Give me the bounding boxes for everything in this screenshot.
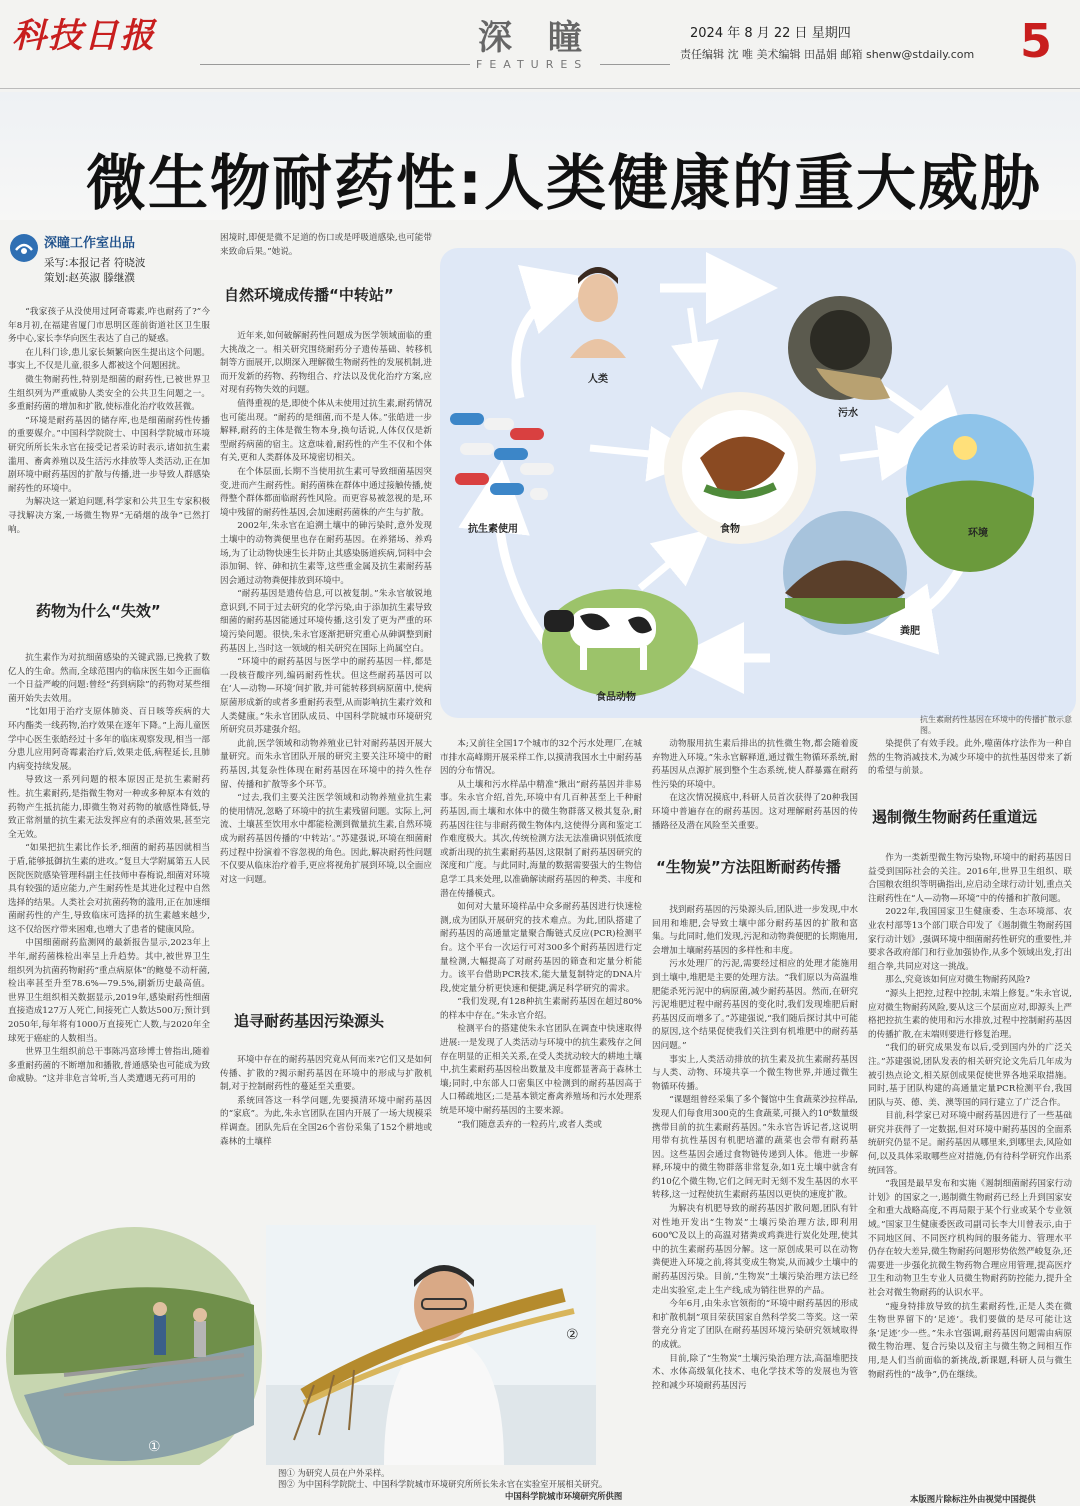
editor-credits: 责任编辑 沈 唯 美术编辑 田晶娟 邮箱 shenw@stdaily.com: [680, 48, 975, 61]
paragraph: 环境中存在的耐药基因究竟从何而来?它们又是如何传播、扩散的?揭示耐药基因在环境中的形成与扩散机制,对于控制耐药性的蔓延至关重要。: [220, 1055, 432, 1093]
paragraph: 微生物耐药性,特别是细菌的耐药性,已被世界卫生组织列为严重威胁人类安全的公共卫生问题之一。多重耐药菌的增加和扩散,使标准化治疗收效甚微。: [8, 374, 210, 413]
column-1b-text: [8, 652, 210, 1217]
paragraph: 2022年,我国国家卫生健康委、生态环境部、农业农村部等13个部门联合印发了《遏制微生物耐药国家行动计划》,强调环境中细菌耐药性研究的重要性,并要求各政府部门和行业加强协作,从多个领域出发,打出组合拳,共同应对这一挑战。: [868, 907, 1072, 972]
resistance-spread-diagram: [440, 248, 1076, 718]
paragraph: “源头上把控,过程中控制,末端上修复。”朱永官说,应对微生物耐药风险,要从这三个层面应对,即源头上严格把控抗生素的使用和污水排放,过程中控制耐药基因的传播扩散,在末端则要进行修复治理。: [868, 988, 1072, 1040]
paragraph: 本;又前往全国17个城市的32个污水处理厂,在城市排水高峰期开展采样工作,以摸清我国水土中耐药基因的分布情况。: [440, 739, 642, 777]
reporter-byline: 采写:本报记者 符晓波: [44, 257, 146, 269]
paragraph: “环境中的耐药基因与医学中的耐药基因一样,都是一段核苷酸序列,编码耐药性状。但这些耐药基因可以在‘人—动物—环境’间扩散,并可能转移到病原菌中,使病原菌形成新的或者多重耐药表型,从而影响抗生素疗效和人类健康。”朱永官团队成员、中国科学院城市环境研究所研究员苏建强介绍。: [220, 657, 432, 736]
paragraph: “我家孩子从没使用过阿奇霉素,咋也耐药了?”今年8月初,在福建省厦门市思明区莲前街道社区卫生服务中心,家长李华向医生表达了自己的疑惑。: [8, 307, 210, 345]
paragraph: 在个体层面,长期不当使用抗生素可导致细菌基因突变,进而产生耐药性。耐药菌株在群体中通过接触传播,使得整个群体都面临耐药性风险。而更容易被忽视的是,环境中残留的耐药性基因,会加速耐药菌株的产生与扩散。: [220, 466, 432, 518]
paragraph: “环境是耐药基因的储存库,也是细菌耐药性传播的重要媒介。”中国科学院院士、中国科学院城市环境研究所所长朱永官在接受记者采访时表示,诸如抗生素滥用、畜禽养殖以及生活污水排放等人类活动,正在加剧环境中耐药基因的扩散与传播,进一步导致人群感染耐药性的环境中。: [8, 415, 210, 494]
photo-2-badge: ②: [566, 1327, 579, 1343]
paragraph: “我们随意丢弃的一粒药片,或者人类或: [457, 1119, 602, 1130]
diagram-caption: 抗生素耐药性基因在环境中的传播扩散示意图。: [920, 715, 1072, 735]
paragraph: 抗生素作为对抗细菌感染的关键武器,已挽救了数亿人的生命。然而,全球范围内的临床医生如今正面临一个日益严峻的问题:曾经“药到病除”的药物对某些细菌开始失去效用。: [8, 653, 210, 704]
section-heading-5: 遏制微生物耐药任重道远: [872, 808, 1038, 826]
paragraph: 从土壤和污水样品中精准“揪出”耐药基因并非易事。朱永官介绍,首先,环境中有几百种甚至上千种耐药基因,而土壤和水体中的微生物群落又极其复杂,耐药基因往往与非耐药微生物体内,这使得分离和鉴定工作难度极大。其次,传统检测方法无法准确识别低浓度或新出现的抗生素耐药基因,这限制了耐药基因研究的深度和广度。与此同时,海量的数据需要强大的生物信息学工具来处理,以准确解读耐药基因的种类、丰度和潜在传播模式。: [440, 779, 642, 899]
paragraph: 事实上,人类活动排放的抗生素及抗生素耐药基因与人类、动物、环境共享一个微生物世界,并通过微生物循环传播。: [652, 1054, 858, 1092]
paragraph: 为解决这一紧迫问题,科学家和公共卫生专家积极寻找解决方案,一场微生物界“无硝烟的战争”已然打响。: [8, 497, 210, 535]
node-label-food-animals: 食品动物: [596, 692, 636, 703]
paragraph: 找到耐药基因的污染源头后,团队进一步发现,中水回用和堆肥,会导致土壤中部分耐药基因的扩散和富集。与此同时,他们发现,污泥和动物粪便肥的长期施用,会增加土壤耐药基因的多样性和丰度。: [652, 905, 858, 956]
section-title: 深 瞳: [478, 18, 594, 58]
paragraph: 如何对大量环境样品中众多耐药基因进行快速检测,成为团队开展研究的技术难点。为此,团队搭建了耐药基因的高通量定量聚合酶链式反应(PCR)检测平台。这个平台一次运行可对300多个耐药基因进行定量检测,大幅提高了对耐药基因的筛查和定量分析能力。该平台借助PCR技术,能大量复制特定的DNA片段,使定量分析更快速和便捷,满足科学研究的需求。: [440, 902, 642, 994]
photo-collage: [4, 1225, 664, 1495]
node-label-human: 人类: [588, 374, 608, 385]
column-1-text: [8, 306, 210, 578]
paragraph: 在这次情况摸底中,科研人员首次获得了20种我国环境中普遍存在的耐药基因。这对理解耐药基因的传播路径及潜在风险至关重要。: [652, 793, 858, 831]
newspaper-logo: 科技日报: [12, 16, 156, 56]
planner-byline: 策划:赵英淑 滕继濮: [44, 272, 135, 284]
paragraph: “我们的研究成果发布以后,受到国内外的广泛关注。”苏建强说,团队发表的相关研究论文先后几年成为被引热点论文,相关原创成果促使世界各地采取措施。同时,基于团队构建的高通量定量PCR检测平台,我国团队与英、德、美、澳等国的同行建立了广泛合作。: [868, 1043, 1072, 1108]
studio-name: 深瞳工作室出品: [44, 236, 136, 251]
paragraph: 近年来,如何破解耐药性问题成为医学领域面临的重大挑战之一。相关研究围绕耐药分子遗传基础、转移机制等方面展开,以期深入理解微生物耐药性的发展机制,进而开发新的药物、药物组合、疗法以及优化治疗方案,应对现有药物失效的问题。: [220, 331, 432, 396]
photo-outdoor-sampling: [6, 1227, 262, 1465]
paragraph: 污水处理厂的污泥,需要经过相应的处理才能施用到土壤中,堆肥是主要的处理方法。“我们原以为高温堆肥能杀死污泥中的病原菌,减少耐药基因。然而,在研究污泥堆肥过程中耐药基因的变化时,我们发现堆肥后耐药基因反而增多了。”苏建强说,“我们随后探讨其中可能的原因,这个结果促使我们关注到有机堆肥中的耐药基因问题。”: [652, 959, 858, 1051]
paragraph: 在儿科门诊,患儿家长频繁向医生提出这个问题。事实上,不仅是儿童,很多人都被这个问题困扰。: [8, 347, 210, 372]
food-illustration: [664, 392, 816, 544]
paragraph: 2002年,朱永官在追溯土壤中的砷污染时,意外发现土壤中的动物粪便里也存在耐药基因。在养猪场、养鸡场,为了让动物快速生长并防止其感染肠道疾病,饲料中会添加铜、锌、砷和抗生素等,这些重金属及抗生素耐药基因会通过动物粪便排放到环境中。: [220, 521, 432, 586]
paragraph: “耐药基因是遗传信息,可以被复制。”朱永官敏锐地意识到,不同于过去研究的化学污染,由于添加抗生素导致细菌的耐药基因能通过环境传播,这引发了更为严重的环境污染问题。很快,朱永官逐渐把研究重心从砷调整到耐药基因上,当时这一领域的相关研究在国际上尚属空白。: [220, 589, 432, 654]
page-number: 5: [1020, 14, 1053, 68]
section-subtitle: FEATURES: [476, 58, 589, 71]
header-rule-left: [200, 64, 470, 65]
node-label-antibiotic-use: 抗生素使用: [468, 524, 518, 535]
section-heading-2: 自然环境成传播“中转站”: [224, 286, 394, 304]
photo-credit: 中国科学院城市环境研究所供图: [505, 1491, 623, 1501]
paragraph: 中国细菌耐药监测网的最新报告显示,2023年上半年,耐药菌株检出率呈上升趋势。其中,被世界卫生组织列为抗菌药物耐药“重点病原体”的鲍曼不动杆菌,检出率甚至升至78.6%—79.5%,刷新历史最高值。世界卫生组织相关数据显示,2019年,感染耐药性细菌直接造成127万人死亡,间接死亡人数达500万;预计到2050年,每年将有1000万直接死亡人数,与2020年全球死于癌症的人数相当。: [8, 938, 210, 1044]
paragraph: “瘦身特排放导致的抗生素耐药性,正是人类在微生物世界留下的‘足迹’。我们要做的是尽可能让这条‘足迹’少一些。”朱永官强调,耐药基因问题需由病原微生物治理、复合污染以及宿主与微生物之间相互作用,是人们当前面临的新挑战,新课题,科研人员与微生物耐药性的“战争”,仍在继续。: [868, 1301, 1072, 1380]
paragraph: “如果把抗生素比作长矛,细菌的耐药基因就相当于盾,能够抵御抗生素的进攻。”复旦大学附属第五人民医院医院感染管理科副主任技师申春梅说,细菌对环境具有较强的适应能力,产生耐药性是其进化过程中自然选择的结果。人类社会对抗菌药物的滥用,正在加速细菌耐药性的产生,导致临床可选择的抗生素越来越少,这不仅给医疗带来困难,也增大了患者的健康风险。: [8, 843, 210, 935]
paragraph: 导致这一系列问题的根本原因正是抗生素耐药性。抗生素耐药,是指微生物对一种或多种原本有效的药物产生抵抗能力,即微生物对药物的敏感性降低,导致正常剂量的抗生素无法发挥应有的杀菌效果,甚至完全无效。: [8, 775, 210, 840]
node-label-manure: 粪肥: [900, 626, 920, 637]
header-divider: [0, 88, 1080, 89]
node-label-environment: 环境: [968, 528, 988, 539]
paragraph: 染提供了有效手段。此外,噬菌体疗法作为一种自然的生物消减技术,为减少环境中的抗性基因带来了新的希望与前景。: [868, 739, 1072, 777]
paragraph: 系统回答这一科学问题,先要摸清环境中耐药基因的“家底”。为此,朱永官团队在国内开展了一场大规模采样调查。团队先后在全国26个省份采集了152个耕地或森林的土壤样: [220, 1095, 432, 1147]
cow-illustration: [542, 589, 698, 697]
paragraph: 此前,医学领域和动物养殖业已针对耐药基因开展大量研究。而朱永官团队开展的研究主要关注环境中的耐药基因,其复杂性体现在耐药基因在环境中的持久性存留、传播和扩散等多个环节。: [220, 738, 432, 790]
column-5-text: [868, 738, 1072, 786]
node-label-sewage: 污水: [838, 408, 858, 419]
paragraph: “我国是最早发布和实施《遏制细菌耐药国家行动计划》的国家之一,遏制微生物耐药已经上升到国家安全和重大战略高度,不再局限于某个行业或某个专业领域。”国家卫生健康委医政司副司长李大川曾表示,由于不同地区间、不同医疗机构间的服务能力、管理水平仍存在较大差异,微生物耐药问题形势依然严峻复杂,还需要进一步强化抗微生物药物合理应用管理,提高医疗卫生和动物卫生专业人员微生物耐药防控能力,提升全社会对微生物耐药的认识水平。: [868, 1179, 1072, 1298]
paragraph: 世界卫生组织前总干事陈冯富珍博士曾指出,随着多重耐药菌的不断增加和播散,普通感染也可能成为致命威胁。“这并非危言耸听,当人类遭遇无药可用的: [8, 1047, 210, 1085]
issue-date: 2024 年 8 月 22 日 星期四: [690, 26, 851, 41]
paragraph: 那么,究竟该如何应对微生物耐药风险?: [885, 975, 1031, 986]
manure-illustration: [783, 511, 907, 635]
section-heading-4: “生物炭”方法阻断耐药传播: [656, 858, 841, 876]
node-label-food: 食物: [720, 524, 740, 535]
photo-caption-1: 图① 为研究人员在户外采样。: [278, 1468, 390, 1478]
photo-lab-researcher: [266, 1225, 596, 1465]
column-3-text: [440, 738, 642, 1164]
header-rule-mid: [600, 64, 670, 65]
paragraph: 目前,除了“生物炭”土壤污染治理方法,高温堆肥技术、水体高级氧化技术、电化学技术等的发展也为管控和减少环境耐药基因污: [652, 1353, 858, 1391]
photo-1-badge: ①: [148, 1439, 161, 1455]
studio-logo-icon: [10, 234, 38, 262]
paragraph: “过去,我们主要关注医学领域和动物养殖业抗生素的使用情况,忽略了环境中的抗生素残留问题。实际上,河流、土壤甚至饮用水中都能检测到微量抗生素,自然环境成为耐药基因传播的‘中转站’。”苏建强说,环境在细菌耐药过程中扮演着不容忽视的角色。因此,解决耐药性问题不仅要从临床治疗着手,更应将视角扩展到环境,以全面应对这一问题。: [220, 793, 432, 885]
sewage-illustration: [788, 296, 892, 400]
paragraph: 动物服用抗生素后排出的抗性微生物,都会随着废弃物进入环境。”朱永官解释道,通过微生物循环系统,耐药基因从点源扩展到整个生态系统,使人群暴露在耐药性污染的环境中。: [652, 739, 858, 790]
column-2b-text: [220, 1054, 432, 1204]
column-2-top-text: 困境时,即便是微不足道的伤口或是呼吸道感染,也可能带来致命后果。”她说。: [220, 233, 432, 257]
paragraph: 值得重视的是,即使个体从未使用过抗生素,耐药情况也可能出现。“耐药的是细菌,而不是人体。”张皓进一步解释,耐药的主体是微生物本身,换句话说,人体仅仅是新型耐药病菌的宿主。这意味着,耐药性的产生不仅和个体有关,更和人类群体及环境密切相关。: [220, 398, 432, 464]
paragraph: 作为一类新型微生物污染物,环境中的耐药基因日益受到国际社会的关注。2016年,世界卫生组织、联合国粮农组织等明确指出,应启动全球行动计划,重点关注耐药性在“人—动物—环境”中的传播和扩散问题。: [868, 853, 1072, 904]
page-image-credit: 本版图片除标注外由视觉中国提供: [910, 1494, 1036, 1504]
headline: 微生物耐药性:人类健康的重大威胁: [86, 149, 1042, 219]
column-2-text: [220, 330, 432, 998]
paragraph: “课题组曾经采集了多个餐馆中生食蔬菜沙拉样品,发现人们每食用300克的生食蔬菜,可摄入约10⁶数量级携带目前的抗生素耐药基因。”朱永官告诉记者,这说明用带有抗性基因有机肥培灌的蔬菜也会带有耐药基因。这些基因会通过食物链传递到人体。他进一步解释,环境中的微生物群落非常复杂,如1克土壤中就含有约10亿个微生物,它们之间无时无刻不发生基因的水平转移,这一过程使抗生素耐药基因以更快的速度扩散。: [652, 1095, 858, 1201]
section-heading-1: 药物为什么“失效”: [36, 602, 161, 620]
paragraph: 检测平台的搭建使朱永官团队在调查中快速取得进展:一是发现了人类活动与环境中的抗生素残存之间存在明显的正相关关系,在受人类扰动较大的耕地土壤中,抗生素耐药基因检出数量及丰度都显著高于森林土壤;同时,中东部人口密集区中检测到的耐药基因高于人口稀疏地区;二是基本锁定畜禽养殖场和污水处理系统是环境中耐药基因的主要来源。: [440, 1024, 642, 1117]
column-5b-text: [868, 852, 1072, 1484]
section-heading-3: 追寻耐药基因污染源头: [234, 1012, 385, 1030]
column-4-text: [652, 738, 858, 840]
paragraph: “比如用于治疗支原体肺炎、百日咳等疾病的大环内酯类一线药物,治疗效果在逐年下降。”上海儿童医学中心医生张皓经过十多年的临床观察发现,相当一部分患儿应用阿奇霉素治疗后,效果走低,病程延长,且肺内病变持续发展。: [8, 707, 210, 772]
paragraph: “我们发现,有128种抗生素耐药基因在超过80%的样本中存在。”朱永官介绍。: [440, 997, 642, 1021]
paragraph: 为解决有机肥导致的耐药基因扩散问题,团队有针对性地开发出“生物炭”土壤污染治理方法,即利用600℃及以上的高温对猪粪或鸡粪进行炭化处理,使其中的抗生素耐药基因分解。这一原创成果可以在动物粪便进入环境之前,将其变成生物炭,从而减少土壤中的耐药基因污染。目前,“生物炭”土壤污染治理方法已经走出实验室,走上生产线,成为销往世界的产品。: [652, 1204, 858, 1296]
paragraph: 目前,科学家已对环境中耐药基因进行了一些基础研究并获得了一定数据,但对环境中耐药基因的全面系统研究仍显不足。耐药基因从哪里来,到哪里去,风险如何,以及具体采取哪些应对措施,仍有待科学研究作出系统回答。: [868, 1111, 1072, 1176]
paragraph: 今年6月,由朱永官领衔的“环境中耐药基因的形成和扩散机制”项目荣获国家自然科学奖二等奖。这一荣誉充分肯定了团队在耐药基因环境污染研究领域取得的成就。: [652, 1299, 858, 1350]
environment-illustration: [906, 414, 1034, 572]
column-4b-text: [652, 904, 858, 1484]
photo-caption-2: 图② 为中国科学院院士、中国科学院城市环境研究所所长朱永官在实验室开展相关研究。: [278, 1479, 608, 1489]
